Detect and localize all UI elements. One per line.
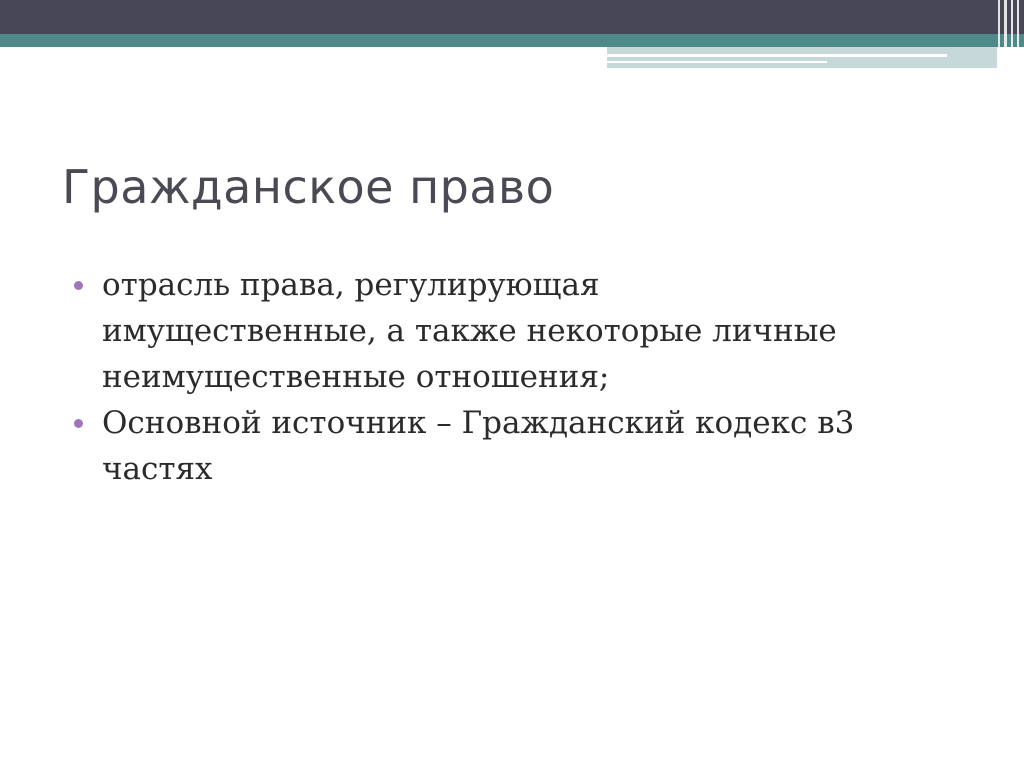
bullet-line: Основной источник – Гражданский кодекс в3 [102, 405, 855, 441]
bullet-line: неимущественные отношения; [102, 359, 610, 395]
bullet-icon [74, 281, 83, 290]
slide-title: Гражданское право [62, 160, 555, 214]
bullet-item [72, 262, 972, 400]
header-band-light [607, 47, 997, 68]
bullet-line: имущественные, а также некоторые личные [102, 313, 837, 349]
bullet-list [72, 262, 972, 492]
bullet-line: частях [102, 451, 213, 487]
header-band-teal [0, 34, 1024, 47]
bullet-item [72, 400, 972, 492]
header-band-dark [0, 0, 1024, 34]
bullet-icon [74, 419, 83, 428]
header-accent-line [607, 54, 947, 57]
header-stripes [994, 0, 1024, 70]
header-accent-line [607, 61, 827, 63]
bullet-line: отрасль права, регулирующая [102, 267, 600, 303]
